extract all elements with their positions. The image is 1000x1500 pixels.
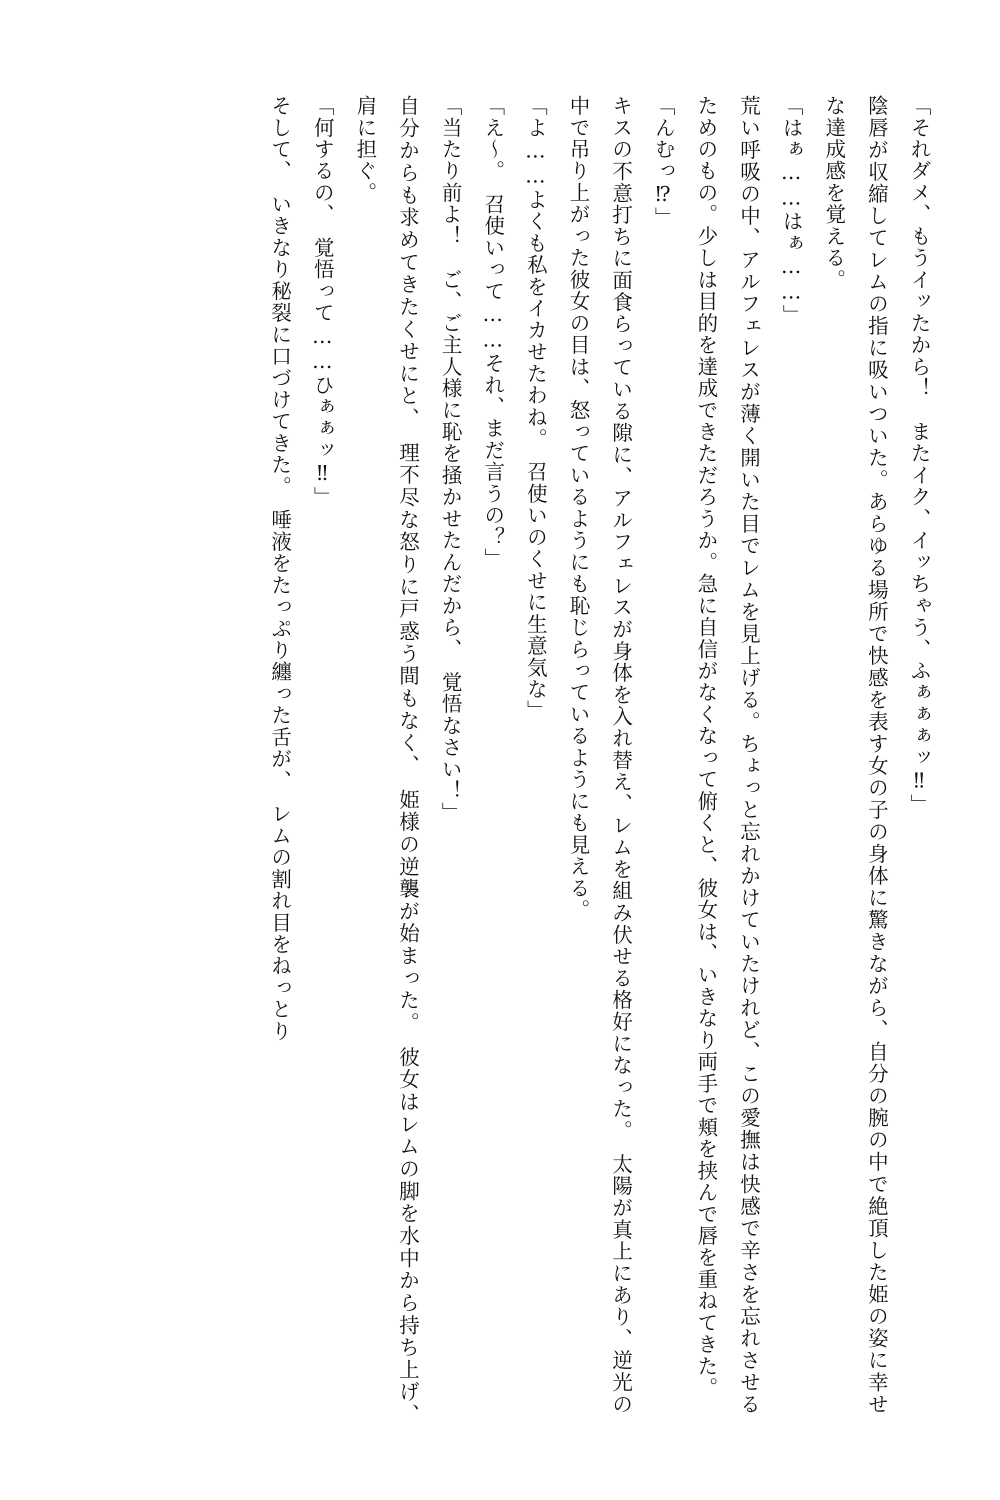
paragraph: 荒い呼吸の中、アルフェレスが薄く開いた目でレムを見上げる。ちょっと忘れかけていたけれど、この愛撫は快感で辛さを忘れさせるためのもの。少しは目的を達成できただろうか。急に自信がなくなって俯くと、彼女は、いきなり両手で頬を挟んで唇を重ねてきた。: [693, 95, 761, 1415]
paragraph: 自分からも求めてきたくせにと、 理不尽な怒りに戸惑う間もなく、 姫様の逆襲が始まった。 彼女はレムの脚を水中から持ち上げ、 肩に担ぐ。: [352, 95, 420, 1437]
paragraph: 「はぁ……はぁ……」: [779, 95, 804, 327]
paragraph: 「んむっ⁉」: [651, 95, 676, 229]
paragraph: 「何するの、 覚悟って……ひぁぁッ‼」: [310, 95, 335, 509]
paragraph: キスの不意打ちに面食らっている隙に、アルフェレスが身体を入れ替え、レムを組み伏せる格好になった。 太陽が真上にあり、逆光の中で吊り上がった彼女の目は、怒っているようにも恥じらっているようにも見える。: [566, 95, 633, 1415]
vertical-text-body: [60, 95, 940, 1437]
paragraph: そして、 いきなり秘裂に口づけてきた。 唾液をたっぷり纏った舌が、 レムの割れ目をねっとり: [267, 95, 292, 1043]
paragraph: 陰唇が収縮してレムの指に吸いついた。あらゆる場所で快感を表す女の子の身体に驚きながら、自分の腕の中で絶頂した姫の姿に幸せな達成感を覚える。: [821, 95, 889, 1415]
paragraph: 「よ……よくも私をイカせたわね。 召使いのくせに生意気な」: [523, 95, 548, 722]
paragraph: 「それダメ、もうイッたから！ またイク、イッちゃう、ふぁぁぁッ‼」: [907, 95, 931, 816]
paragraph: 「え〜。 召使いって……それ、まだ言うの？」: [480, 95, 505, 570]
paragraph: 「当たり前よ！ ご、ご主人様に恥を掻かせたんだから、 覚悟なさい！」: [438, 95, 463, 824]
